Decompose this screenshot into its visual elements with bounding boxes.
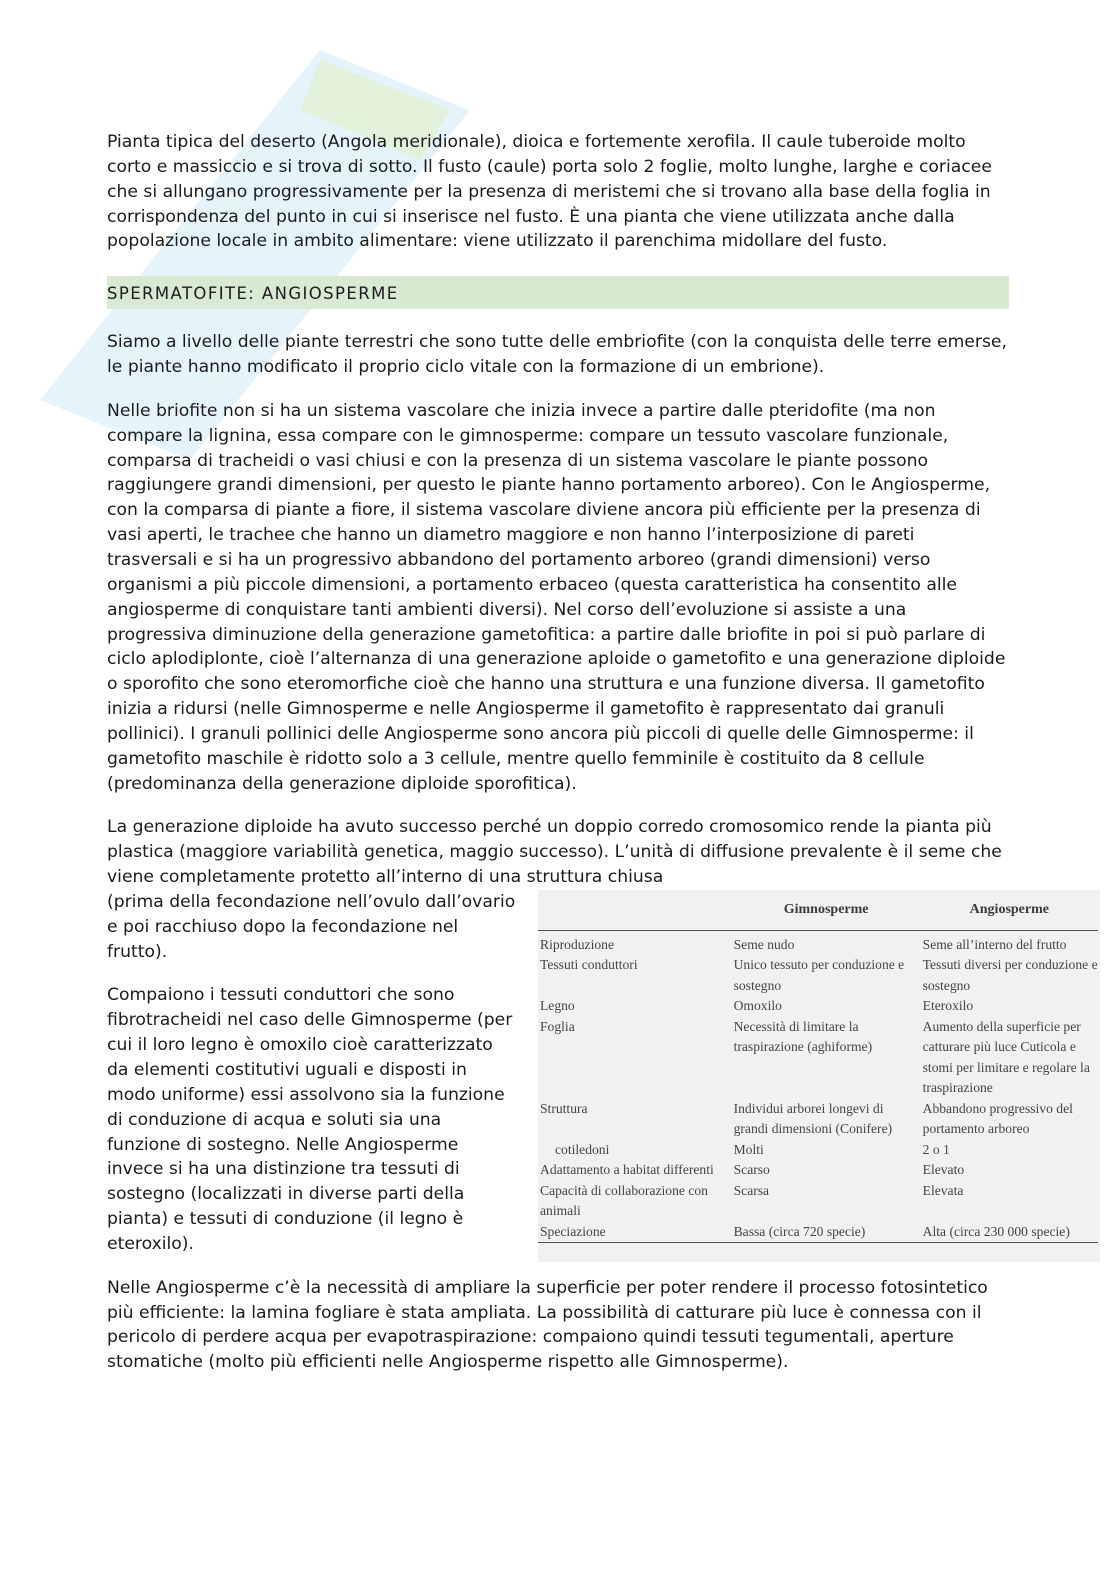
table-row [538,1181,1098,1222]
table-row [538,930,1098,955]
section-heading [107,276,1009,309]
table-cell-angiosperme: 2 o 1 [922,1141,950,1157]
table-row [538,1222,1098,1243]
table-cell-gimnosperme: Necessità di limitare la traspirazione (aghiforme) [733,1018,873,1055]
table-cell-gimnosperme: Bassa (circa 720 specie) [732,1222,921,1243]
table-cell-angiosperme: Elevata [922,1182,964,1198]
table-header-angiosperme: Angiosperme [969,901,1049,917]
document-page [107,130,1098,1375]
comparison-table-image [538,890,1100,1262]
table-cell-angiosperme: Aumento della superficie per catturare più luce Cuticola e stomi per limitare e regolare la traspirazione [922,1018,1090,1096]
table-row [538,996,1098,1017]
paragraph-leaf-surface: Nelle Angiosperme c’è la necessità di ampliare la superficie per poter rendere il processo fotosintetico più efficiente: la lamina fogliare è stata ampliata. La possibilità di catturare più luce è connessa con il pericolo di perdere acqua per evapotraspirazione: compaiono quindi tessuti tegumentali, aperture stomatiche (molto più efficienti nelle Angiosperme rispetto alle Gimnosperme). [107,1277,988,1373]
table-cell-feature: Foglia [540,1018,575,1034]
table-cell-angiosperme: Seme all’interno del frutto [921,930,1098,955]
table-cell-feature: Capacità di collaborazione con animali [540,1182,708,1219]
paragraph-diploid-continued: (prima della fecondazione nell’ovulo dall’ovario e poi racchiuso dopo la fecondazione nel frutto). [107,891,516,962]
paragraph-intro: Pianta tipica del deserto (Angola meridionale), dioica e fortemente xerofila. Il caule tuberoide molto corto e massiccio e si trova di sotto. Il fusto (caule) porta solo 2 foglie, molto lunghe, larghe e coriacee che si allungano progressivamente per la presenza di meristemi che si trovano alla base della foglia in corrispondenza del punto in cui si inserisce nel fusto. È una pianta che viene utilizzata anche dalla popolazione locale in ambito alimentare: viene utilizzato il parenchima midollare del fusto. [107,132,992,252]
table-cell-gimnosperme: Individui arborei longevi di grandi dimensioni (Conifere) [733,1100,893,1137]
table-cell-gimnosperme: Scarso [733,1162,770,1178]
table-cell-gimnosperme: Scarsa [733,1182,770,1198]
table-cell-angiosperme: Eteroxilo [922,998,974,1014]
table-header-gimnosperme: Gimnosperme [783,901,869,917]
text-with-table [107,890,1098,1257]
table-cell-feature: Struttura [540,1100,588,1116]
table-cell-angiosperme: Elevato [922,1162,965,1178]
table-row [538,1140,1098,1161]
table-cell-gimnosperme: Omoxilo [733,998,782,1014]
paragraph-conducting-tissues: Compaiono i tessuti conduttori che sono fibrotracheidi nel caso delle Gimnosperme (per cui il loro legno è omoxilo cioè caratterizzato da elementi costitutivi uguali e disposti in modo uniforme) essi assolvono sia la funzione di conduzione di acqua e soluti sia una funzione di sostegno. Nelle Angiosperme invece si ha una distinzione tra tessuti di sostegno (localizzati in diverse parti della pianta) e tessuti di conduzione (il legno è eteroxilo). [107,985,513,1254]
table-row [538,1160,1098,1181]
section-title: SPERMATOFITE: ANGIOSPERME [107,284,399,304]
table-header-row [538,890,1098,931]
table-cell-feature: Tessuti conduttori [540,957,638,973]
paragraph-vascular-system: Nelle briofite non si ha un sistema vascolare che inizia invece a partire dalle pteridofite (ma non compare la lignina, essa compare con le gimnosperme: compare un tessuto vascolare funzionale, comparsa di tracheidi o vasi chiusi e con la presenza di un sistema vascolare le piante possono raggiungere grandi dimensioni, per questo le piante hanno portamento arboreo). Con le Angiosperme, con la comparsa di piante a fiore, il sistema vascolare diviene ancora più efficiente per la presenza di vasi aperti, le trachee che hanno un diametro maggiore e non hanno l’interposizione di pareti trasversali e si ha un progressivo abbandono del portamento arboreo (grandi dimensioni) verso organismi a più piccole dimensioni, a portamento erbaceo (questa caratteristica ha consentito alle angiosperme di conquistare tanti ambienti diversi). Nel corso dell’evoluzione si assiste a una progressiva diminuzione della generazione gametofitica: a partire dalle briofite in poi si può parlare di ciclo aplodiplonte, cioè l’alternanza di una generazione aploide o gametofito e una generazione diploide o sporofito che sono eteromorfiche cioè che hanno una struttura e una funzione diversa. Il gametofito inizia a ridursi (nelle Gimnosperme e nelle Angiosperme il gametofito è rappresentato dai granuli pollinici). I granuli pollinici delle Angiosperme sono ancora più piccoli di quelle delle Gimnosperme: il gametofito maschile è ridotto solo a 3 cellule, mentre quello femminile è costituito da 8 cellule (predominanza della generazione diploide sporofitica). [107,400,1006,794]
comparison-table [538,890,1098,1244]
table-cell-feature: Speciazione [538,1222,732,1243]
table-cell-gimnosperme: Seme nudo [732,930,921,955]
table-cell-angiosperme: Abbandono progressivo del portamento arboreo [922,1100,1073,1137]
paragraph-diploid: La generazione diploide ha avuto successo perché un doppio corredo cromosomico rende la pianta più plastica (maggiore variabilità genetica, maggio successo). L’unità di diffusione prevalente è il seme che viene completamente protetto all’interno di una struttura chiusa [107,817,1002,888]
paragraph-embriofite: Siamo a livello delle piante terrestri che sono tutte delle embriofite (con la conquista delle terre emerse, le piante hanno modificato il proprio ciclo vitale con la formazione di un embrione). [107,332,1007,378]
table-row [538,1099,1098,1140]
table-row [538,1017,1098,1099]
left-text-column [107,890,519,1257]
table-cell-angiosperme: Tessuti diversi per conduzione e sostegno [922,957,1098,993]
table-cell-gimnosperme: Unico tessuto per conduzione e sostegno [733,957,905,993]
table-cell-feature: Legno [540,998,575,1014]
table-cell-feature: cotiledoni [555,1141,610,1157]
table-cell-gimnosperme: Molti [733,1141,764,1157]
table-cell-feature: Adattamento a habitat differenti [540,1162,714,1178]
table-header-empty [538,890,732,931]
table-cell-feature: Riproduzione [538,930,732,955]
table-row [538,955,1098,996]
table-cell-angiosperme: Alta (circa 230 000 specie) [921,1222,1098,1243]
